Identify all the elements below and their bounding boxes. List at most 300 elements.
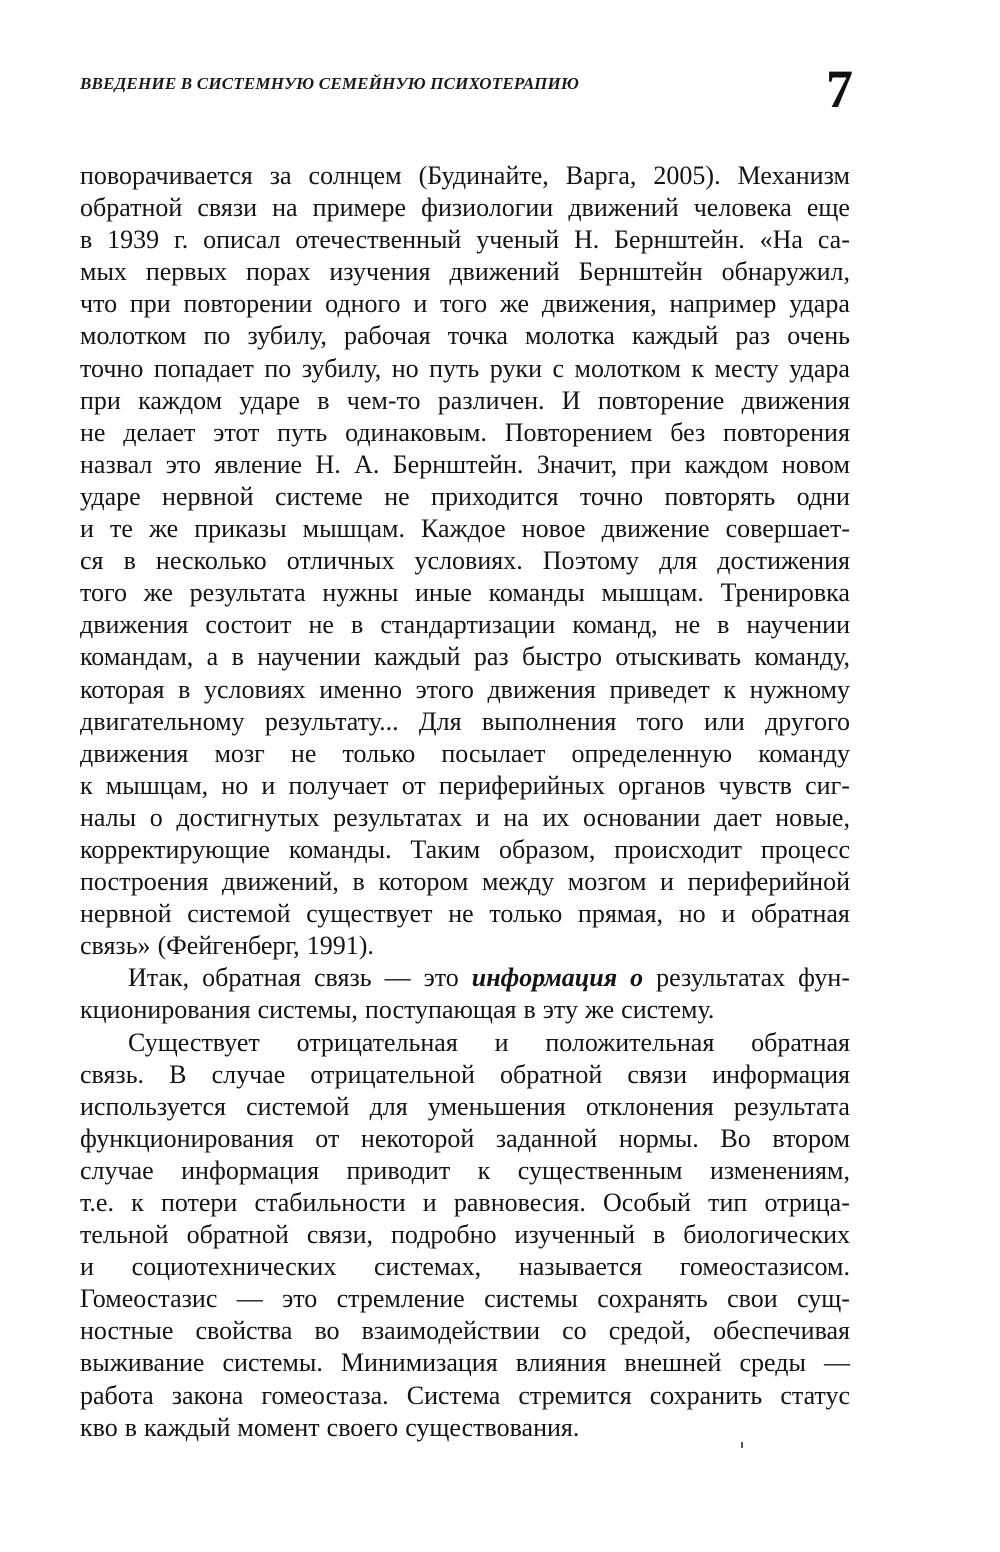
text-line — [80, 256, 850, 288]
text-line — [80, 609, 850, 641]
word: и — [422, 1188, 437, 1217]
word: делает — [123, 417, 196, 447]
word: случае — [211, 1059, 286, 1089]
word: молотка — [524, 321, 615, 351]
word: закона — [171, 1380, 244, 1410]
word: раз — [735, 321, 771, 351]
word: кционирования — [80, 995, 251, 1025]
word: изменениям, — [709, 1155, 850, 1185]
word: фун- — [798, 963, 850, 993]
text-line — [80, 1091, 850, 1123]
word: только — [489, 899, 563, 929]
word: Минимизация — [340, 1348, 498, 1378]
word: налы — [80, 802, 137, 832]
text-line — [80, 1251, 850, 1283]
word: примере — [312, 193, 407, 223]
word: в — [317, 385, 330, 415]
word: связь. — [80, 1059, 145, 1089]
word: построения — [80, 867, 209, 897]
text-line — [80, 770, 850, 802]
word: за — [269, 161, 292, 190]
word: движений, — [222, 867, 339, 897]
word: повторения — [723, 417, 850, 447]
word: к — [131, 1188, 144, 1217]
word: Тренировка — [720, 578, 850, 608]
word: тельной — [80, 1220, 169, 1250]
text-line — [80, 834, 850, 866]
word: от — [401, 770, 426, 800]
word: Значит, — [536, 449, 618, 479]
word: между — [481, 867, 555, 897]
word: заданной — [495, 1123, 598, 1153]
word: происходит — [614, 834, 743, 864]
word: к — [723, 674, 736, 704]
word: но — [391, 353, 419, 383]
word: повторение — [597, 385, 725, 415]
word: поступающая — [364, 995, 517, 1025]
word: движения — [741, 385, 850, 415]
word: точка — [447, 321, 508, 351]
word: точно — [579, 481, 644, 511]
word: движение — [601, 514, 710, 544]
word: в — [653, 1220, 666, 1250]
text-line — [80, 930, 850, 962]
word: во — [314, 1316, 340, 1346]
word: Механизм — [737, 161, 850, 190]
word: например — [669, 289, 777, 319]
word: же — [499, 289, 530, 319]
word: команду, — [754, 642, 850, 672]
word: Н. — [573, 225, 600, 255]
word: социотехнических — [131, 1252, 337, 1282]
word: отечественный — [295, 225, 462, 255]
word: повторять — [664, 481, 776, 511]
word: кво — [80, 1412, 118, 1442]
word: новом — [781, 449, 850, 479]
word: отличных — [286, 546, 395, 576]
word: образом, — [499, 834, 596, 864]
word: стабильности — [254, 1188, 406, 1217]
word: мышцам. — [302, 514, 405, 544]
word: связи — [627, 1059, 687, 1089]
word: свойства — [195, 1316, 293, 1346]
text-line — [80, 288, 850, 320]
word: очень — [787, 321, 850, 351]
word: положительная — [545, 1027, 715, 1057]
word: изучения — [329, 257, 431, 287]
word: са- — [817, 225, 850, 255]
word: чем-то — [346, 385, 421, 415]
word: органов — [618, 770, 706, 800]
word: и — [660, 867, 674, 897]
text-line — [80, 1059, 850, 1091]
word: этого — [415, 674, 474, 704]
word: в — [80, 225, 93, 255]
word: которая — [80, 674, 165, 704]
word: «На — [759, 225, 803, 255]
word: только — [342, 738, 416, 768]
text-line — [80, 1315, 850, 1347]
word: выполнения — [481, 706, 617, 736]
word: Каждое — [421, 514, 506, 544]
word: существования. — [405, 1412, 580, 1442]
word: по — [264, 353, 292, 383]
word: зубилу, — [301, 353, 382, 383]
word: без — [670, 417, 706, 447]
word: существует — [306, 899, 433, 929]
word: ученый — [476, 225, 560, 255]
word: случае — [80, 1155, 154, 1185]
word: быстро — [522, 642, 602, 672]
text-line — [80, 1155, 850, 1187]
word: и — [721, 899, 736, 929]
word: не — [384, 481, 410, 511]
text-line — [80, 513, 850, 545]
word: на — [272, 193, 298, 223]
word: Бернштейн — [578, 257, 703, 287]
word: и — [80, 1252, 94, 1282]
word: со — [562, 1316, 587, 1346]
word: обратной — [500, 1059, 603, 1089]
text-line — [80, 866, 850, 898]
word: результатах — [333, 802, 463, 832]
word: системой — [246, 1091, 350, 1121]
word: сохранять — [597, 1284, 708, 1314]
word: втором — [772, 1123, 850, 1153]
word: это — [282, 1284, 318, 1314]
word: среды — [739, 1348, 806, 1378]
emphasis-word: информация — [471, 963, 618, 993]
running-header-text: ВВЕДЕНИЕ В СИСТЕМНУЮ СЕМЕЙНУЮ ПСИХОТЕРАПИЮ — [80, 74, 580, 93]
word: это — [423, 963, 459, 993]
word: условиях — [204, 674, 306, 704]
word: мышцам. — [601, 578, 704, 608]
text-line — [80, 577, 850, 609]
word: иные — [415, 578, 472, 608]
word: месту — [714, 353, 779, 383]
word: к — [80, 770, 93, 800]
text-line — [80, 1283, 850, 1315]
word: раз — [473, 642, 509, 672]
word: 2005). — [653, 161, 721, 190]
word: человека — [693, 193, 792, 223]
word: ударе — [80, 481, 141, 511]
word: приходится — [431, 481, 559, 511]
word: не — [290, 738, 317, 768]
word: каждый — [631, 321, 719, 351]
text-line — [80, 1347, 850, 1379]
word: но — [221, 770, 249, 800]
word: обратная — [751, 1027, 850, 1057]
word: но — [678, 899, 706, 929]
word: уменьшения — [427, 1091, 566, 1121]
word: ся — [80, 546, 104, 576]
word: результата — [733, 1091, 850, 1121]
word: биологических — [683, 1220, 850, 1250]
text-line — [80, 224, 850, 256]
body-text — [80, 160, 850, 1444]
word: точно — [80, 353, 144, 383]
word: т.е. — [80, 1188, 114, 1217]
word: 1991). — [306, 931, 374, 961]
word: системы. — [222, 1348, 323, 1378]
word: обратная — [751, 899, 850, 929]
word: Варга, — [565, 161, 637, 190]
word: Н. — [315, 449, 341, 479]
word: результатах — [656, 963, 786, 993]
word: В — [169, 1059, 187, 1089]
word: связь» — [80, 931, 151, 961]
word: первых — [145, 257, 228, 287]
text-line — [80, 1027, 850, 1059]
word: и — [261, 770, 276, 800]
word: равновесия. — [453, 1188, 586, 1217]
text-line — [80, 353, 850, 385]
word: стандартизации — [380, 610, 556, 640]
word: нервной — [162, 481, 254, 511]
word: научении — [257, 642, 361, 672]
word: момент — [237, 1412, 320, 1442]
word: повторении — [183, 289, 313, 319]
word: поворачивается — [80, 161, 253, 190]
word: при — [129, 289, 171, 319]
word: каждый — [144, 1412, 231, 1442]
text-line — [80, 192, 850, 224]
word: получает — [288, 770, 389, 800]
word: команды — [488, 578, 585, 608]
text-line — [80, 417, 850, 449]
word: отрица- — [764, 1188, 850, 1217]
text-line — [80, 1380, 850, 1412]
word: в — [717, 610, 730, 640]
word: в — [231, 642, 244, 672]
word: зубилу, — [247, 321, 327, 351]
word: этот — [213, 417, 260, 447]
word: нужному — [749, 674, 850, 704]
word: Таким — [410, 834, 481, 864]
word: котором — [378, 867, 469, 897]
word: попадает — [153, 353, 254, 383]
word: ударе — [239, 385, 300, 415]
word: Повторением — [504, 417, 653, 447]
word: различен. — [437, 385, 545, 415]
word: — — [823, 1348, 850, 1378]
text-line — [80, 1123, 850, 1155]
word: удара — [789, 289, 850, 319]
word: — — [236, 1284, 263, 1314]
word: Бернштейн. — [392, 449, 524, 479]
word: путь — [429, 353, 480, 383]
word: те — [109, 514, 133, 544]
word: А. — [354, 449, 380, 479]
word: не — [674, 610, 701, 640]
running-header — [80, 74, 579, 94]
word: к — [691, 353, 705, 383]
word: результату... — [264, 706, 399, 736]
word: не — [448, 899, 474, 929]
word: новые, — [775, 802, 850, 832]
word: одного — [325, 289, 401, 319]
word: при — [80, 385, 121, 415]
word: отыскивать — [615, 642, 741, 672]
word: взаимодействии — [361, 1316, 541, 1346]
word: посылает — [441, 738, 546, 768]
word: в — [523, 995, 536, 1025]
word: солнцем — [308, 161, 402, 190]
word: а — [206, 642, 219, 672]
word: связь — [314, 963, 372, 993]
word: приведет — [609, 674, 710, 704]
word: состоит — [205, 610, 292, 640]
text-line — [80, 160, 850, 192]
word: существенным — [517, 1155, 683, 1185]
word: в — [178, 674, 191, 704]
word: каждом — [138, 385, 223, 415]
word: отклонения — [585, 1091, 714, 1121]
word: Система — [406, 1380, 501, 1410]
word: это — [165, 449, 201, 479]
word: для — [369, 1091, 408, 1121]
word: связи — [197, 193, 258, 223]
word: функционирования — [80, 1123, 294, 1153]
word: того — [440, 289, 488, 319]
word: стремится — [518, 1380, 632, 1410]
word: и — [494, 1027, 509, 1057]
word: обратной — [186, 1220, 289, 1250]
word: Бернштейн. — [614, 225, 745, 255]
text-line — [80, 481, 850, 513]
word: внешней — [624, 1348, 722, 1378]
word: — — [384, 963, 411, 993]
word: в — [352, 867, 365, 897]
word: статус — [780, 1380, 850, 1410]
word: свои — [727, 1284, 778, 1314]
word: Особый — [603, 1188, 691, 1217]
word: молотком — [574, 353, 681, 383]
word: молотком — [80, 321, 187, 351]
word: обнаружил, — [721, 257, 850, 287]
word: каждый — [374, 642, 461, 672]
word: движения, — [541, 289, 657, 319]
word: же — [143, 578, 173, 608]
word: называется — [518, 1252, 643, 1282]
print-speck — [741, 1442, 743, 1448]
word: системой — [187, 899, 291, 929]
word: назвал — [80, 449, 153, 479]
word: процесс — [760, 834, 850, 864]
text-line — [80, 1412, 850, 1444]
word: новое — [521, 514, 586, 544]
word: несколько — [155, 546, 267, 576]
word: или — [703, 706, 745, 736]
word: 1939 — [107, 225, 160, 255]
word: командам, — [80, 642, 194, 672]
word: Поэтому — [542, 546, 639, 576]
word: что — [80, 289, 118, 319]
word: не — [80, 417, 106, 447]
word: движений — [449, 257, 560, 287]
word: удара — [789, 353, 850, 383]
word: средой, — [608, 1316, 692, 1346]
word: их — [542, 802, 570, 832]
word: информация — [712, 1059, 850, 1089]
word: Для — [418, 706, 462, 736]
text-line — [80, 545, 850, 577]
word: влияния — [515, 1348, 607, 1378]
word: движения — [80, 738, 189, 768]
word: достижения — [717, 546, 850, 576]
word: по — [203, 321, 231, 351]
word: каждом — [684, 449, 769, 479]
word: мышцам, — [105, 770, 209, 800]
word: в — [124, 1412, 138, 1442]
word: периферийных — [438, 770, 605, 800]
word: сиг- — [805, 770, 850, 800]
word: в — [123, 546, 136, 576]
word: сущ- — [797, 1284, 850, 1314]
text-line — [80, 641, 850, 673]
word: рабочая — [343, 321, 431, 351]
word: мых — [80, 257, 127, 287]
word: другого — [765, 706, 850, 736]
word: эту — [542, 995, 578, 1025]
text-line — [80, 802, 850, 834]
word: результата — [189, 578, 306, 608]
word: того — [80, 578, 128, 608]
word: обеспечивая — [713, 1316, 850, 1346]
word: работа — [80, 1380, 154, 1410]
word: связи, — [306, 1220, 373, 1250]
word: в — [351, 610, 364, 640]
word: основании — [583, 802, 701, 832]
word: Итак, — [128, 963, 190, 993]
word: нужны — [322, 578, 399, 608]
word: Существует — [128, 1027, 260, 1057]
word: систему. — [621, 995, 715, 1025]
word: стремление — [336, 1284, 465, 1314]
word: (Будинайте, — [418, 161, 549, 190]
text-line — [80, 994, 850, 1026]
text-line — [80, 385, 850, 417]
word: на — [503, 802, 529, 832]
word: системе — [274, 481, 363, 511]
word: команды. — [288, 834, 392, 864]
text-line — [80, 1187, 850, 1219]
word: некоторой — [360, 1123, 475, 1153]
word: Гомеостазис — [80, 1284, 218, 1314]
text-line — [80, 674, 850, 706]
word: к — [477, 1155, 491, 1185]
word: именно — [319, 674, 403, 704]
word: системах, — [373, 1252, 482, 1282]
word: периферийной — [687, 867, 850, 897]
page-number: 7 — [826, 59, 853, 119]
word: одинаковым. — [345, 417, 487, 447]
word: и — [80, 514, 94, 544]
text-line — [80, 898, 850, 930]
word: тип — [708, 1188, 748, 1217]
word: достигнутых — [176, 802, 320, 832]
word: руки — [489, 353, 542, 383]
word: приказы — [194, 514, 287, 544]
word: прямая, — [577, 899, 664, 929]
word: движения — [80, 610, 189, 640]
word: системы — [484, 1284, 578, 1314]
word: одни — [796, 481, 850, 511]
word: Во — [720, 1123, 751, 1153]
text-line — [80, 706, 850, 738]
word: совершает- — [725, 514, 850, 544]
